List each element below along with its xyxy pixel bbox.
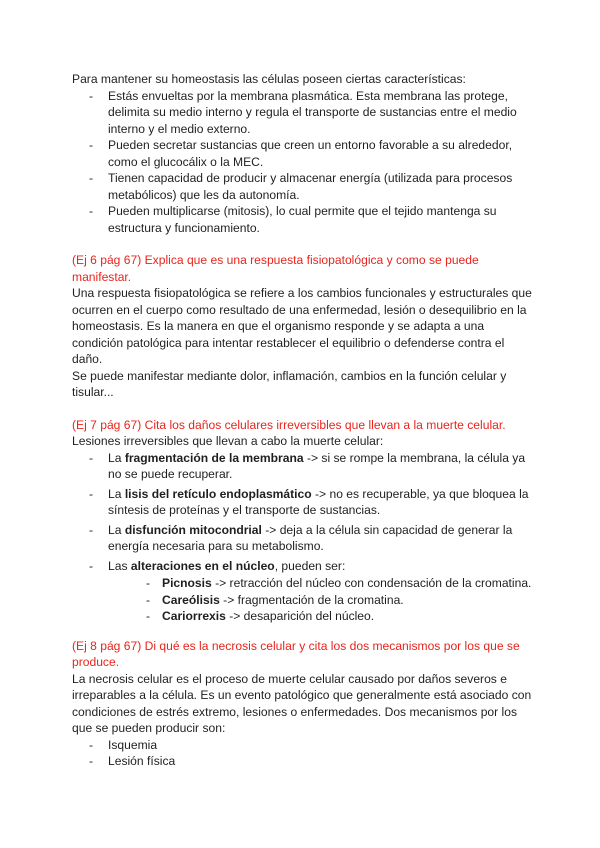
list-item: - La fragmentación de la membrana -> si se rompe la membrana, la célula ya no se puede recuperar. [72,450,534,483]
question-7: (Ej 7 pág 67) Cita los daños celulares irreversibles que llevan a la muerte celular. [72,417,506,432]
list-item: - Pueden multiplicarse (mitosis), lo cual permite que el tejido mantenga su estructura y funcionamiento. [72,203,534,236]
list-item: - Estás envueltas por la membrana plasmática. Esta membrana las protege, delimita su medio interno y regula el transporte de sustancias entre el medio interno y el medio externo. [72,88,534,138]
answer-6-paragraph: Una respuesta fisiopatológica se refiere a los cambios funcionales y estructurales que ocurren en el cuerpo como resultado de una enfermedad, lesión o desequilibrio en la homeostasis. Es la manera en que el organismo responde y se adapta a una condición patológica para intentar restablecer el equilibrio o defenderse contra el daño. [72,286,532,366]
list-item: - La lisis del retículo endoplasmático -> no es recuperable, ya que bloquea la síntesis de proteínas y el transporte de sustancias. [72,486,534,519]
list-item: - Isquemia [72,737,534,754]
list-item: - La disfunción mitocondrial -> deja a la célula sin capacidad de generar la energía necesaria para su metabolismo. [72,522,534,555]
list-item: - Cariorrexis -> desaparición del núcleo. [127,608,534,625]
intro-paragraph: Para mantener su homeostasis las células poseen ciertas características: [72,72,466,86]
answer-7-intro: Lesiones irreversibles que llevan a cabo la muerte celular: [72,434,384,448]
question-8: (Ej 8 pág 67) Di qué es la necrosis celular y cita los dos mecanismos por los que se produce. [72,638,520,669]
list-item: - Las alteraciones en el núcleo, pueden ser: - Picnosis -> retracción del núcleo con condensación de la cromatina. - Careólisis -> fragmentación de la cromatina. - Cariorrexis -> desaparición del núcleo. [72,558,534,625]
answer-8-paragraph: La necrosis celular es el proceso de muerte celular causado por daños severos e irreparables a la célula. Es un evento patológico que generalmente está asociado con condiciones de estrés extremo, lesiones o enfermedades. Dos mecanismos por los que se pueden producir son: [72,671,532,735]
list-item: - Careólisis -> fragmentación de la cromatina. [127,592,534,609]
list-item: - Picnosis -> retracción del núcleo con condensación de la cromatina. [127,575,534,592]
document-content [72,71,534,770]
question-6: (Ej 6 pág 67) Explica que es una respuesta fisiopatológica y como se puede manifestar. [72,253,479,284]
features-list [72,88,534,237]
list-item: - Tienen capacidad de producir y almacenar energía (utilizada para procesos metabólicos) que les da autonomía. [72,170,534,203]
necrosis-mechanisms-list [72,737,534,770]
answer-6-manifest: Se puede manifestar mediante dolor, inflamación, cambios en la función celular y tisular... [72,368,507,399]
irreversible-damage-list [72,450,534,625]
list-item: - Pueden secretar sustancias que creen un entorno favorable a su alrededor, como el glucocálix o la MEC. [72,137,534,170]
nucleus-alterations-list [127,575,534,625]
list-item: - Lesión física [72,753,534,770]
